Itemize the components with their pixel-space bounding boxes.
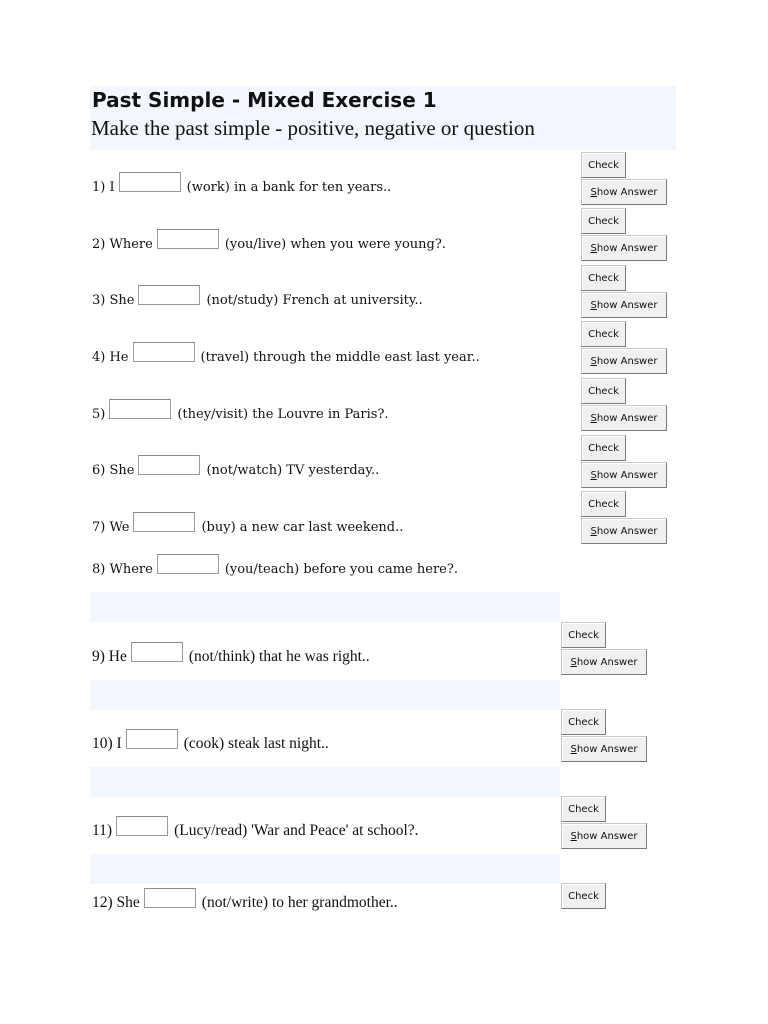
page-title: Past Simple - Mixed Exercise 1 (92, 88, 437, 112)
question-8 (92, 554, 458, 578)
answer-input-5[interactable] (109, 399, 171, 419)
question-5 (92, 399, 389, 423)
show-answer-label: how Answer (596, 186, 658, 198)
show-answer-button-2[interactable] (581, 235, 667, 261)
show-answer-accesskey: S (590, 412, 597, 424)
question-suffix: (work) in a bank for ten years.. (186, 180, 392, 195)
check-button-5[interactable]: Check (581, 378, 626, 404)
answer-input-4[interactable] (133, 342, 195, 362)
check-button-12[interactable]: Check (561, 883, 606, 909)
question-prefix: 5) (92, 407, 106, 422)
check-button-2[interactable]: Check (581, 208, 626, 234)
check-button-10[interactable]: Check (561, 709, 606, 735)
separator-band (90, 854, 560, 884)
question-suffix: (not/study) French at university.. (206, 293, 423, 308)
show-answer-button-9[interactable] (561, 649, 647, 675)
show-answer-accesskey: S (590, 355, 597, 367)
check-button-1[interactable]: Check (581, 152, 626, 178)
check-button-7[interactable]: Check (581, 491, 626, 517)
show-answer-label: how Answer (596, 469, 658, 481)
separator-band (90, 592, 560, 622)
question-prefix: 8) Where (92, 562, 153, 577)
answer-input-7[interactable] (133, 512, 195, 532)
show-answer-label: how Answer (596, 242, 658, 254)
question-2 (92, 229, 446, 253)
show-answer-button-10[interactable] (561, 736, 647, 762)
question-suffix: (not/write) to her grandmother.. (201, 894, 398, 911)
separator-band (90, 680, 560, 710)
question-suffix: (they/visit) the Louvre in Paris?. (177, 407, 389, 422)
question-9 (92, 642, 370, 666)
answer-input-1[interactable] (119, 172, 181, 192)
question-prefix: 11) (92, 822, 113, 839)
question-suffix: (cook) steak last night.. (183, 735, 329, 752)
question-prefix: 2) Where (92, 237, 153, 252)
separator-band (90, 767, 560, 797)
show-answer-accesskey: S (570, 656, 577, 668)
show-answer-button-5[interactable] (581, 405, 667, 431)
show-answer-label: how Answer (596, 412, 658, 424)
show-answer-accesskey: S (590, 242, 597, 254)
show-answer-button-11[interactable] (561, 823, 647, 849)
show-answer-label: how Answer (596, 525, 658, 537)
question-prefix: 4) He (92, 350, 129, 365)
check-button-9[interactable]: Check (561, 622, 606, 648)
show-answer-label: how Answer (576, 830, 638, 842)
show-answer-accesskey: S (570, 743, 577, 755)
question-12 (92, 888, 398, 912)
answer-input-2[interactable] (157, 229, 219, 249)
show-answer-label: how Answer (596, 299, 658, 311)
question-suffix: (travel) through the middle east last year.. (200, 350, 480, 365)
question-7 (92, 512, 403, 536)
page-subtitle: Make the past simple - positive, negative or question (91, 116, 535, 140)
question-prefix: 9) He (92, 648, 127, 665)
question-prefix: 6) She (92, 463, 135, 478)
answer-input-12[interactable] (144, 888, 196, 908)
show-answer-button-7[interactable] (581, 518, 667, 544)
show-answer-button-3[interactable] (581, 292, 667, 318)
question-prefix: 7) We (92, 520, 130, 535)
question-6 (92, 455, 379, 479)
question-prefix: 3) She (92, 293, 135, 308)
question-suffix: (not/watch) TV yesterday.. (206, 463, 380, 478)
check-button-6[interactable]: Check (581, 435, 626, 461)
show-answer-button-1[interactable] (581, 179, 667, 205)
answer-input-9[interactable] (131, 642, 183, 662)
question-4 (92, 342, 480, 366)
answer-input-8[interactable] (157, 554, 219, 574)
show-answer-accesskey: S (590, 469, 597, 481)
question-suffix: (you/teach) before you came here?. (224, 562, 458, 577)
question-prefix: 12) She (92, 894, 140, 911)
answer-input-10[interactable] (126, 729, 178, 749)
show-answer-accesskey: S (590, 186, 597, 198)
show-answer-button-4[interactable] (581, 348, 667, 374)
question-suffix: (buy) a new car last weekend.. (201, 520, 404, 535)
answer-input-11[interactable] (116, 816, 168, 836)
question-suffix: (not/think) that he was right.. (188, 648, 370, 665)
check-button-3[interactable]: Check (581, 265, 626, 291)
show-answer-button-6[interactable] (581, 462, 667, 488)
question-prefix: 1) I (92, 180, 115, 195)
answer-input-6[interactable] (138, 455, 200, 475)
show-answer-label: how Answer (576, 743, 638, 755)
question-prefix: 10) I (92, 735, 122, 752)
show-answer-accesskey: S (570, 830, 577, 842)
answer-input-3[interactable] (138, 285, 200, 305)
show-answer-label: how Answer (596, 355, 658, 367)
question-suffix: (you/live) when you were young?. (224, 237, 446, 252)
show-answer-accesskey: S (590, 299, 597, 311)
show-answer-label: how Answer (576, 656, 638, 668)
question-3 (92, 285, 423, 309)
check-button-11[interactable]: Check (561, 796, 606, 822)
question-suffix: (Lucy/read) 'War and Peace' at school?. (174, 822, 419, 839)
question-11 (92, 816, 419, 840)
question-1 (92, 172, 391, 196)
show-answer-accesskey: S (590, 525, 597, 537)
question-10 (92, 729, 329, 753)
check-button-4[interactable]: Check (581, 321, 626, 347)
